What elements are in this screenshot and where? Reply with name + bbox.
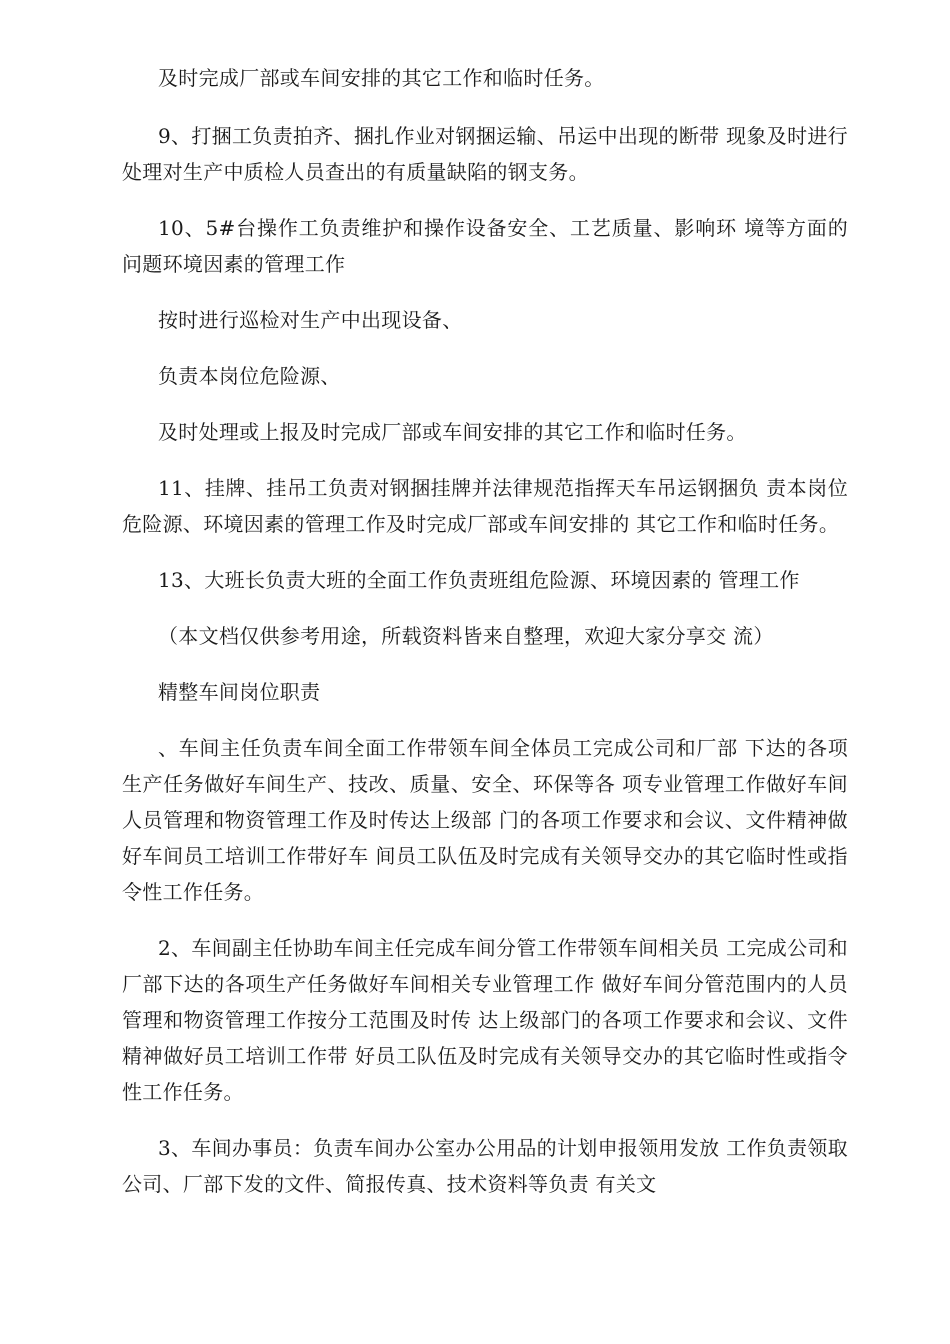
paragraph-deputy-director: 2、车间副主任协助车间主任完成车间分管工作带领车间相关员 工完成公司和厂部下达的各项生产任务做好车间相关专业管理工作 做好车间分管范围内的人员管理和物资管理工作按分工范围及时传 达上级部门的各项工作要求和会议、文件精神做好员工培训工作带 好员工队伍及时完成有关领导交办的其它临时性或指令性工作任务。 xyxy=(122,936,848,1104)
document-body xyxy=(122,0,848,1202)
paragraph-item-9: 9、打捆工负责拍齐、捆扎作业对钢捆运输、吊运中出现的断带 现象及时进行处理对生产中质检人员查出的有质量缺陷的钢支务。 xyxy=(122,124,848,184)
paragraph-continuation: 及时完成厂部或车间安排的其它工作和临时任务。 xyxy=(158,66,605,90)
paragraph-item-13: 13、大班长负责大班的全面工作负责班组危险源、环境因素的 管理工作 xyxy=(158,568,800,592)
paragraph-report: 及时处理或上报及时完成厂部或车间安排的其它工作和临时任务。 xyxy=(158,420,747,444)
disclaimer-note: （本文档仅供参考用途，所载资料皆来自整理，欢迎大家分享交 流） xyxy=(158,624,774,648)
section-title: 精整车间岗位职责 xyxy=(158,680,321,704)
paragraph-workshop-director: 、车间主任负责车间全面工作带领车间全体员工完成公司和厂部 下达的各项生产任务做好车间生产、技改、质量、安全、环保等各 项专业管理工作做好车间人员管理和物资管理工作及时传达上级部 门的各项工作要求和会议、文件精神做好车间员工培训工作带好车 间员工队伍及时完成有关领导交办的其它临时性或指令性工作任务。 xyxy=(122,736,848,904)
paragraph-item-10: 10、5#台操作工负责维护和操作设备安全、工艺质量、影响环 境等方面的问题环境因素的管理工作 xyxy=(122,216,848,276)
paragraph-inspection: 按时进行巡检对生产中出现设备、 xyxy=(158,308,463,332)
paragraph-item-11: 11、挂牌、挂吊工负责对钢捆挂牌并法律规范指挥天车吊运钢捆负 责本岗位危险源、环境因素的管理工作及时完成厂部或车间安排的 其它工作和临时任务。 xyxy=(122,476,848,536)
paragraph-hazard: 负责本岗位危险源、 xyxy=(158,364,341,388)
paragraph-clerk: 3、车间办事员：负责车间办公室办公用品的计划申报领用发放 工作负责领取公司、厂部下发的文件、简报传真、技术资料等负责 有关文 xyxy=(122,1136,848,1196)
